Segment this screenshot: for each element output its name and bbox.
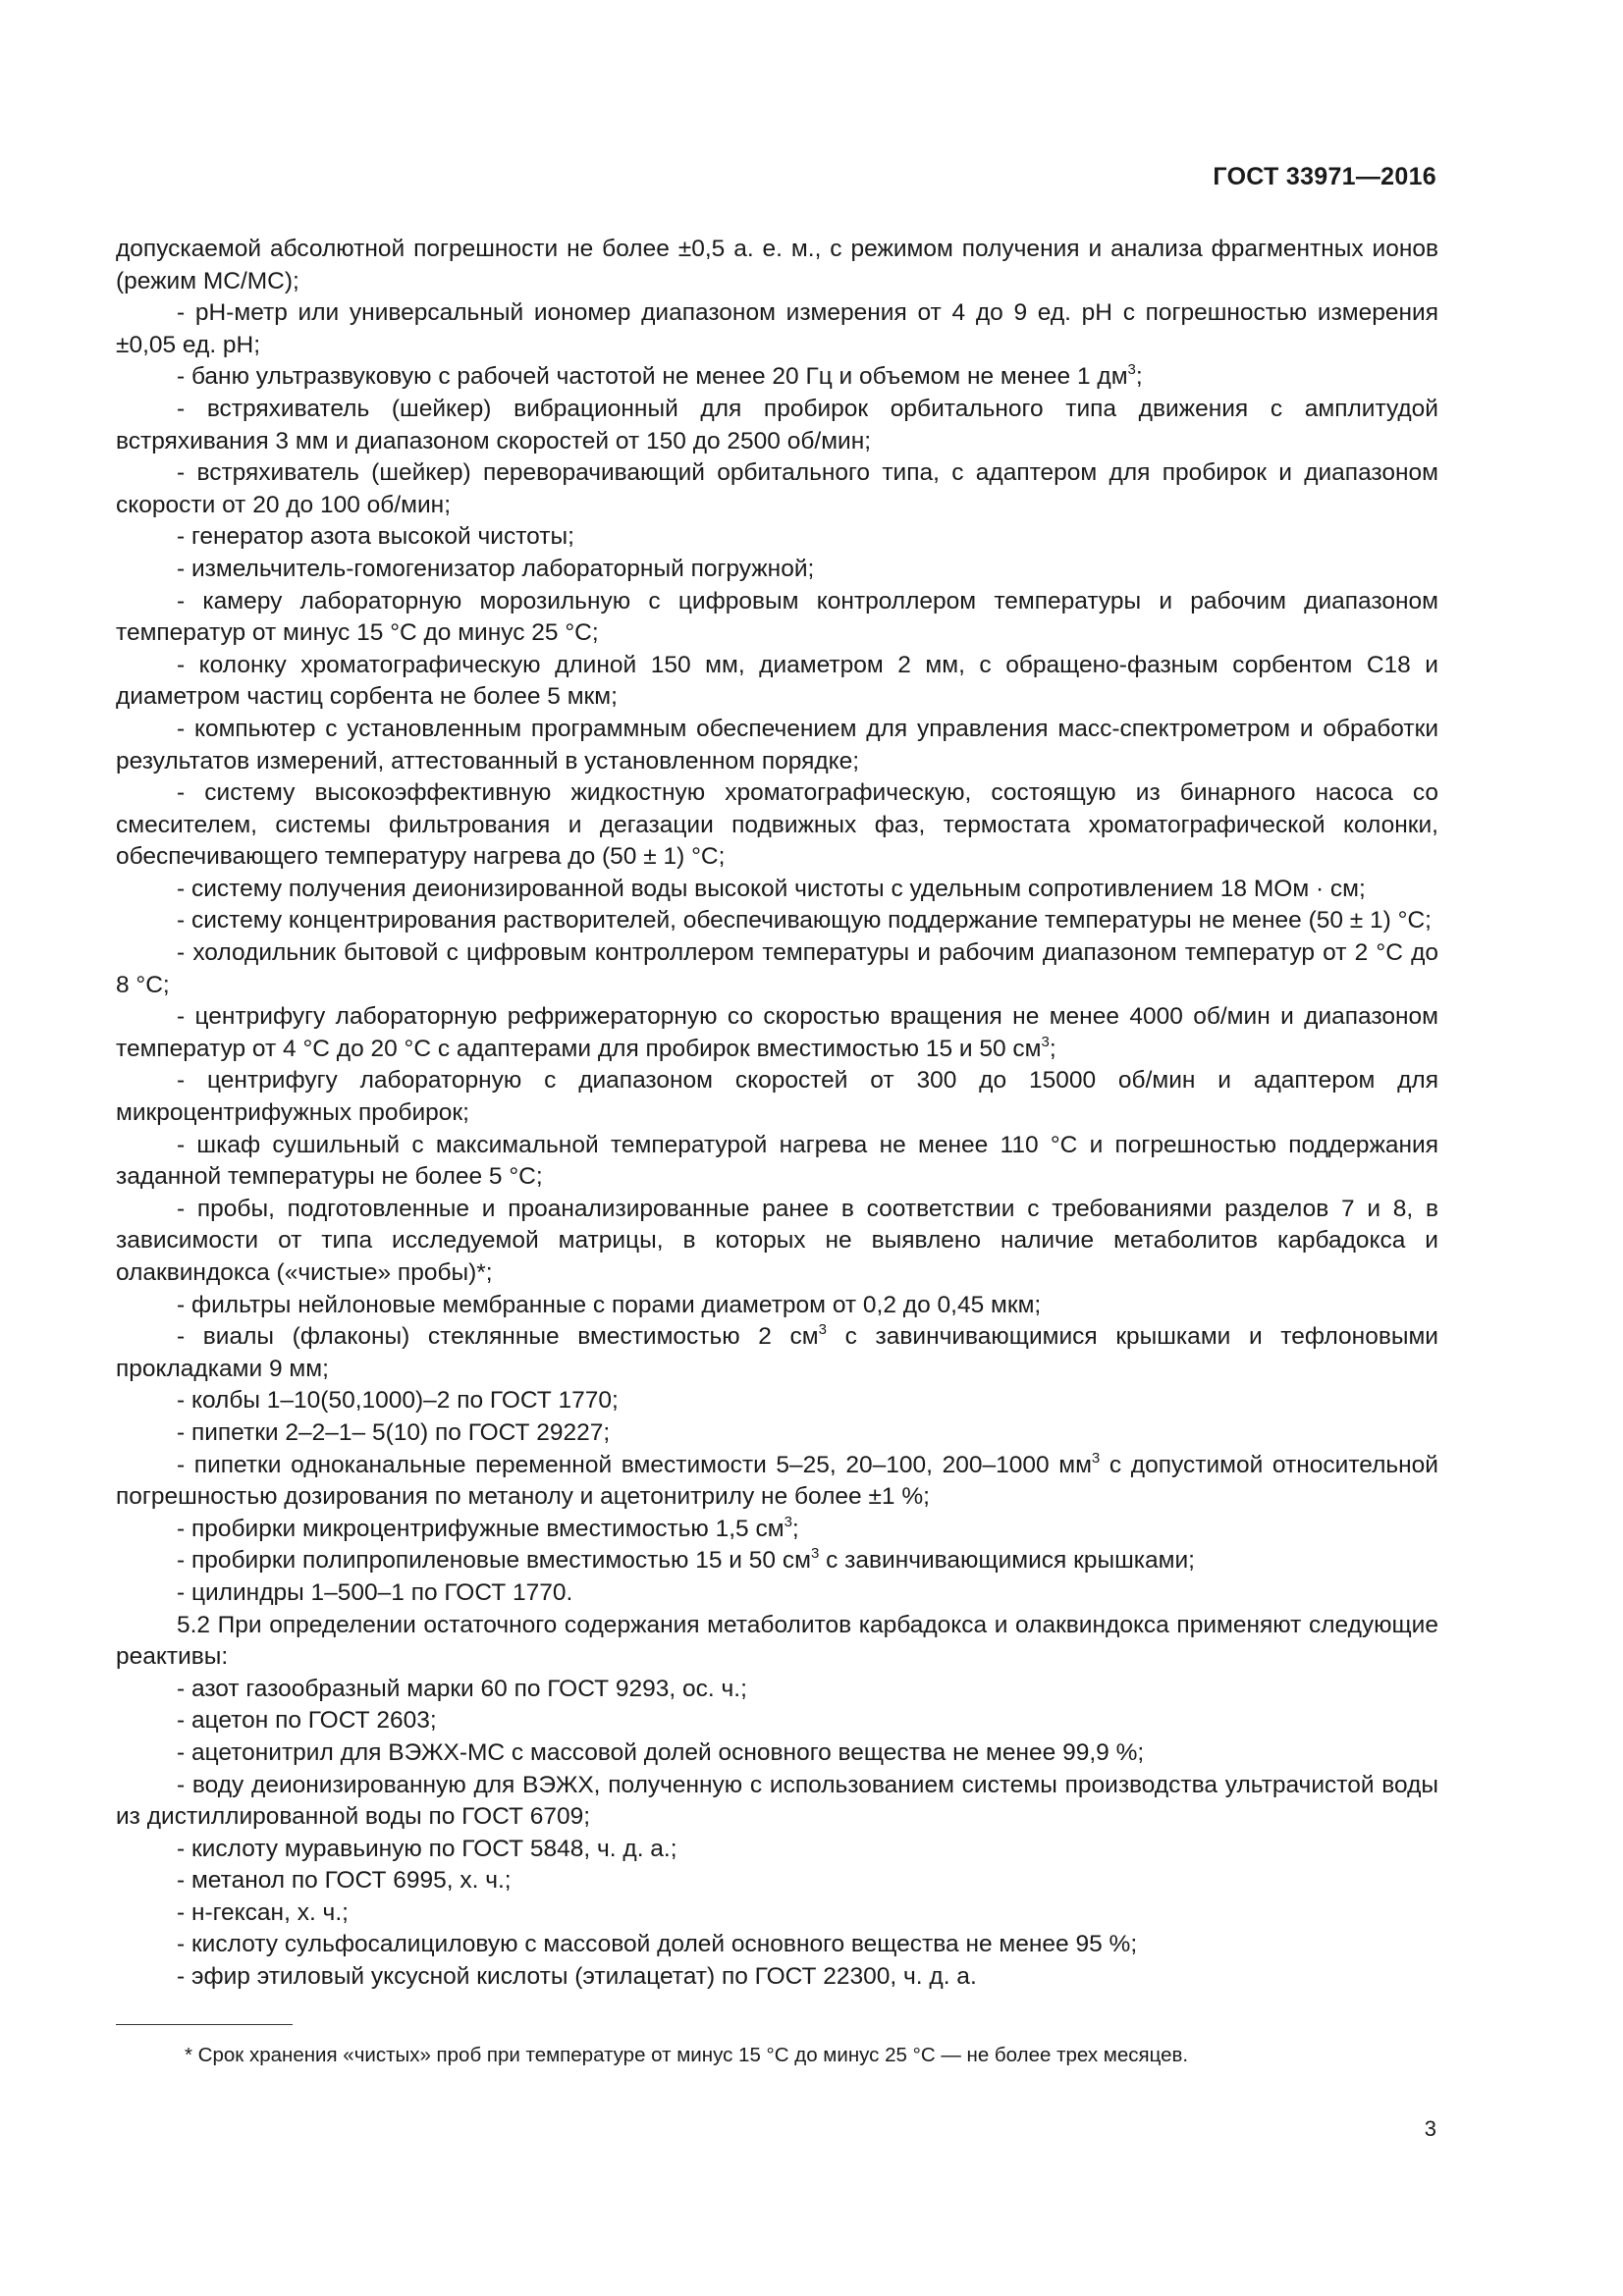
- paragraph-text: - колбы 1–10(50,1000)–2 по ГОСТ 1770;: [177, 1387, 619, 1415]
- paragraph-text: - метанол по ГОСТ 6995, х. ч.;: [177, 1867, 512, 1895]
- paragraph-text: - встряхиватель (шейкер) переворачивающий орбитального типа, с адаптером для пробирок и диапазоном скорости от 20 до 100 об/мин;: [116, 459, 1438, 518]
- list-item: [116, 457, 1438, 521]
- paragraph-text: - эфир этиловый уксусной кислоты (этилацетат) по ГОСТ 22300, ч. д. а.: [177, 1963, 977, 1991]
- list-item: [116, 905, 1438, 937]
- paragraph-text-after: с допустимой относительной погрешностью дозирования по метанолу и ацетонитрилу не более ±1 %;: [116, 1451, 1438, 1511]
- paragraph-text: - пробы, подготовленные и проанализированные ранее в соответствии с требованиями разделов 7 и 8, в зависимости от типа исследуемой матрицы, в которых не выявлено наличие метаболитов карбадокса и олаквиндокса («чистые» пробы)*;: [116, 1195, 1438, 1286]
- list-item: [116, 1865, 1438, 1897]
- paragraph-text: - встряхиватель (шейкер) вибрационный для пробирок орбитального типа движения с амплитудой встряхивания 3 мм и диапазоном скоростей от 150 до 2500 об/мин;: [116, 395, 1438, 454]
- superscript: 3: [818, 1321, 827, 1339]
- paragraph-text-after: ;: [1049, 1035, 1056, 1062]
- list-item: [116, 1417, 1438, 1450]
- paragraph-text: - камеру лабораторную морозильную с цифровым контроллером температуры и рабочим диапазоном температур от минус 15 °С до минус 25 °С;: [116, 587, 1438, 647]
- list-item: [116, 714, 1438, 777]
- document-id-header: ГОСТ 33971—2016: [1213, 163, 1436, 190]
- footnote-separator: [116, 2024, 293, 2025]
- list-item: [116, 1577, 1438, 1610]
- list-item: [116, 521, 1438, 554]
- list-item: [116, 394, 1438, 457]
- paragraph-text: - кислоту муравьиную по ГОСТ 5848, ч. д. а.;: [177, 1835, 677, 1862]
- list-item: [116, 554, 1438, 586]
- list-item: [116, 874, 1438, 906]
- paragraph-text: - шкаф сушильный с максимальной температурой нагрева не менее 110 °С и погрешностью поддержания заданной температуры не более 5 °С;: [116, 1131, 1438, 1191]
- list-item: [116, 1290, 1438, 1322]
- paragraph-text: - пробирки микроцентрифужные вместимостью 1,5 см: [177, 1515, 784, 1542]
- list-item: [116, 1737, 1438, 1770]
- list-item: [116, 1705, 1438, 1737]
- list-item: [116, 1385, 1438, 1417]
- superscript: 3: [1091, 1449, 1101, 1467]
- paragraph-text: - генератор азота высокой чистоты;: [177, 523, 574, 551]
- list-item: [116, 777, 1438, 874]
- paragraph-text: - фильтры нейлоновые мембранные с порами диаметром от 0,2 до 0,45 мкм;: [177, 1291, 1042, 1318]
- footnote: * Срок хранения «чистых» проб при температуре от минус 15 °С до минус 25 °С — не более трех месяцев.: [185, 2044, 1189, 2066]
- list-item: [116, 1834, 1438, 1866]
- paragraph-continuation: [116, 234, 1438, 297]
- list-item: [116, 1001, 1438, 1065]
- paragraph-text: - цилиндры 1–500–1 по ГОСТ 1770.: [177, 1578, 573, 1606]
- list-item: [116, 1770, 1438, 1834]
- paragraph-text: - кислоту сульфосалициловую с массовой долей основного вещества не менее 95 %;: [177, 1931, 1138, 1958]
- paragraph-text: - виалы (флаконы) стеклянные вместимостью 2 см: [177, 1323, 819, 1351]
- paragraph-text: допускаемой абсолютной погрешности не более ±0,5 а. е. м., с режимом получения и анализа фрагментных ионов (режим МС/МС);: [116, 236, 1438, 294]
- paragraph-text-after: с завинчивающимися крышками;: [819, 1547, 1195, 1575]
- list-item: [116, 361, 1438, 394]
- paragraph-text: - н-гексан, х. ч.;: [177, 1898, 349, 1926]
- list-item: [116, 650, 1438, 714]
- paragraph-text: - систему высокоэффективную жидкостную хроматографическую, состоящую из бинарного насоса со смесителем, системы фильтрования и дегазации подвижных фаз, термостата хроматографической колонки, обеспечивающего температуру нагрева до (50 ± 1) °С;: [116, 779, 1438, 871]
- paragraph-text: - центрифугу лабораторную рефрижераторную со скоростью вращения не менее 4000 об/мин и диапазоном температур от 4 °С до 20 °С с адаптерами для пробирок вместимостью 15 и 50 см: [116, 1003, 1438, 1062]
- paragraph-text: - колонку хроматографическую длиной 150 мм, диаметром 2 мм, с обращено-фазным сорбентом С18 и диаметром частиц сорбента не более 5 мкм;: [116, 651, 1438, 711]
- paragraph-text-after: ;: [791, 1515, 799, 1542]
- superscript: 3: [784, 1513, 792, 1530]
- paragraph-text: - ацетон по ГОСТ 2603;: [177, 1707, 437, 1735]
- paragraph-text: - измельчитель-гомогенизатор лабораторный погружной;: [177, 555, 815, 582]
- paragraph-text: - компьютер с установленным программным обеспечением для управления масс-спектрометром и обработки результатов измерений, аттестованный в установленном порядке;: [116, 715, 1438, 774]
- superscript: 3: [810, 1545, 820, 1563]
- paragraph-text: - систему концентрирования растворителей, обеспечивающую поддержание температуры не менее (50 ± 1) °С;: [177, 907, 1432, 934]
- list-item: [116, 1450, 1438, 1514]
- paragraph-text: - воду деионизированную для ВЭЖХ, полученную с использованием системы производства ультрачистой воды из дистиллированной воды по ГОСТ 6709;: [116, 1771, 1438, 1831]
- paragraph-text: - систему получения деионизированной воды высокой чистоты с удельным сопротивлением 18 МОм · см;: [177, 875, 1366, 902]
- superscript: 3: [1041, 1033, 1050, 1050]
- list-item: [116, 1321, 1438, 1385]
- paragraph-text: - центрифугу лабораторную с диапазоном скоростей от 300 до 15000 об/мин и адаптером для микроцентрифужных пробирок;: [116, 1067, 1438, 1127]
- paragraph-text: - рН-метр или универсальный иономер диапазоном измерения от 4 до 9 ед. рН с погрешностью измерения ±0,05 ед. рН;: [116, 299, 1438, 358]
- paragraph-text: - азот газообразный марки 60 по ГОСТ 9293, ос. ч.;: [177, 1675, 747, 1702]
- paragraph-text-after: ;: [1135, 363, 1143, 391]
- paragraph-text: 5.2 При определении остаточного содержания метаболитов карбадокса и олаквиндокса применяют следующие реактивы:: [116, 1611, 1438, 1671]
- list-item: [116, 1194, 1438, 1290]
- paragraph-text: - ацетонитрил для ВЭЖХ-МС с массовой долей основного вещества не менее 99,9 %;: [177, 1738, 1145, 1766]
- list-item: [116, 586, 1438, 650]
- list-item: [116, 1929, 1438, 1961]
- list-item: [116, 1961, 1438, 1994]
- paragraph-text: - пробирки полипропиленовые вместимостью 15 и 50 см: [177, 1547, 811, 1575]
- paragraph-text: - баню ультразвуковую с рабочей частотой не менее 20 Гц и объемом не менее 1 дм: [177, 363, 1128, 391]
- list-item: [116, 1897, 1438, 1930]
- page-number: 3: [1424, 2116, 1436, 2141]
- paragraph-text: - пипетки 2–2–1– 5(10) по ГОСТ 29227;: [177, 1418, 611, 1446]
- body-text: [116, 234, 1438, 1994]
- list-item: [116, 1545, 1438, 1577]
- list-item: [116, 1514, 1438, 1546]
- list-item: [116, 297, 1438, 361]
- list-item: [116, 1130, 1438, 1194]
- list-item: [116, 1065, 1438, 1129]
- list-item: [116, 1674, 1438, 1706]
- superscript: 3: [1127, 361, 1136, 379]
- paragraph-text: - холодильник бытовой с цифровым контроллером температуры и рабочим диапазоном температур от 2 °С до 8 °С;: [116, 939, 1438, 998]
- list-item: [116, 1610, 1438, 1674]
- paragraph-text-after: с завинчивающимися крышками и тефлоновыми прокладками 9 мм;: [116, 1323, 1438, 1382]
- paragraph-text: - пипетки одноканальные переменной вместимости 5–25, 20–100, 200–1000 мм: [177, 1451, 1092, 1478]
- list-item: [116, 937, 1438, 1001]
